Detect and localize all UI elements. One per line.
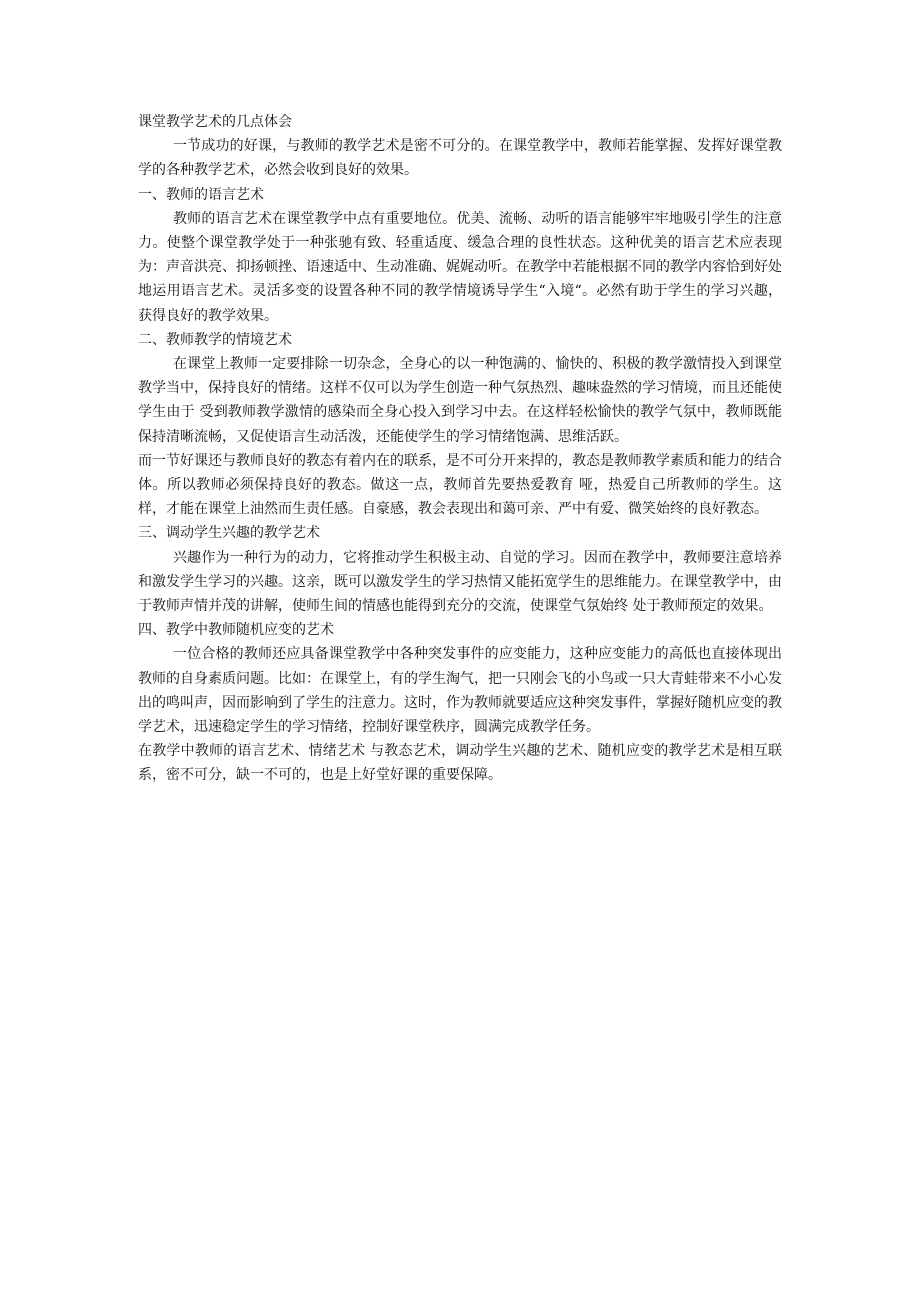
conclusion-paragraph: 在教学中教师的语言艺术、情绪艺术 与教态艺术，调动学生兴趣的艺术、随机应变的教学艺术是相互联系，密不可分，缺一不可的，也是上好堂好课的重要保障。 — [138, 743, 782, 784]
section-2-paragraph-2: 而一节好课还与教师良好的教态有着内在的联系，是不可分开来捍的，教态是教师教学素质和能力的结合体。所以教师必须保持良好的教态。做这一点，教师首先要热爱教育 哑，热爱自己所教师的学生。这样，才能在课堂上油然而生责任感。自豪感，教会表现出和蔼可亲、严中有爱、微笑始终的良好教态。 — [138, 452, 782, 518]
section-1-heading: 一、教师的语言艺术 — [138, 186, 264, 203]
section-3-heading: 三、调动学生兴趣的教学艺术 — [138, 525, 320, 542]
section-4-paragraph: 一位合格的教师还应具备课堂教学中各种突发事件的应变能力，这种应变能力的高低也直接体现出教师的自身素质问题。比如：在课堂上，有的学生淘气，把一只刚会飞的小鸟或一只大青蛙带来不小心发出的鸣叫声，因而影响到了学生的注意力。这时，作为教师就要适应这种突发事件，掌握好随机应变的教学艺术，迅速稳定学生的学习情绪，控制好课堂秩序，圆满完成教学任务。 — [138, 646, 782, 736]
section-4-heading: 四、教学中教师随机应变的艺术 — [138, 622, 334, 639]
section-2-paragraph-1: 在课堂上教师一定要排除一切杂念，全身心的以一种饱满的、愉快的、积极的教学激情投入到课堂教学当中，保持良好的情绪。这样不仅可以为学生创造一种气氛热烈、趣味盎然的学习情境，而且还能使学生由于 受到教师教学激情的感染而全身心投入到学习中去。在这样轻松愉快的教学气氛中，教师既能保持清晰流畅，又促使语言生动活泼，还能使学生的学习情绪饱满、思维活跃。 — [138, 356, 782, 445]
section-1-paragraph: 教师的语言艺术在课堂教学中点有重要地位。优美、流畅、动听的语言能够牢牢地吸引学生的注意力。使整个课堂教学处于一种张驰有致、轻重适度、缓急合理的良性状态。这种优美的语言艺术应表现为：声音洪亮、抑扬顿挫、语速适中、生动准确、娓娓动听。在教学中若能根据不同的教学内容恰到好处地运用语言艺术。灵活多变的设置各种不同的教学情境诱导学生“入境“。必然有助于学生的学习兴趣，获得良好的教学效果。 — [138, 210, 782, 324]
section-2-heading: 二、教师教学的情境艺术 — [138, 331, 292, 348]
document-title: 课堂教学艺术的几点体会 — [138, 114, 292, 130]
document-page — [138, 110, 782, 788]
section-3-paragraph: 兴趣作为一种行为的动力，它将推动学生积极主动、自觉的学习。因而在教学中，教师要注意培养和激发学生学习的兴趣。这亲，既可以激发学生的学习热情又能拓宽学生的思维能力。在课堂教学中，由于教师声情并茂的讲解，使师生间的情感也能得到充分的交流，使课堂气氛始终 处于教师预定的效果。 — [138, 549, 782, 615]
intro-paragraph: 一节成功的好课，与教师的教学艺术是密不可分的。在课堂教学中，教师若能掌握、发挥好课堂教学的各种教学艺术，必然会收到良好的效果。 — [138, 138, 782, 179]
